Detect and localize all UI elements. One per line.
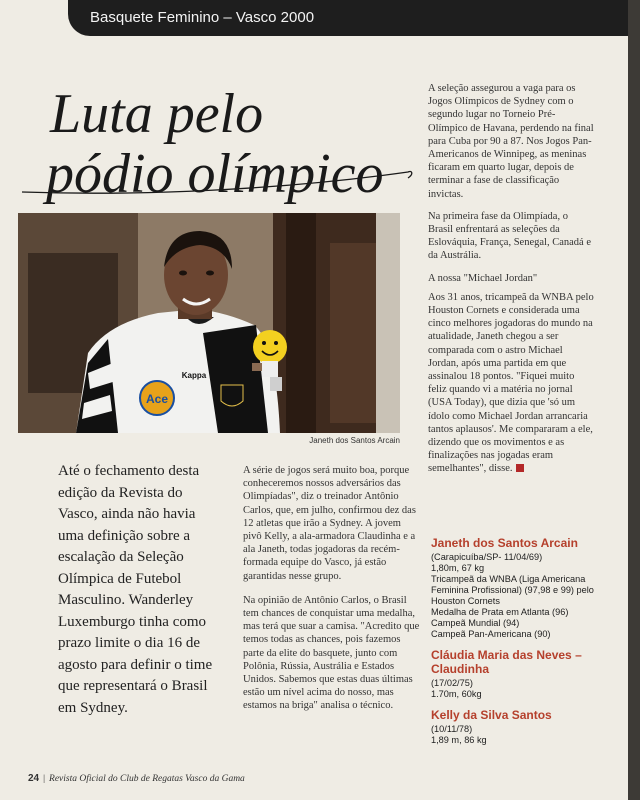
athlete-name: Cláudia Maria das Neves – Claudinha — [431, 648, 582, 676]
body-paragraph-text: Aos 31 anos, tricampeã da WNBA pelo Houston Cornets e considerada uma cinco melhores jogadoras do mundo na atualidade, Janeth chegou a ser comparada com o astro Michael Jordan, após uma partida em que assinalou 18 pontos. "Fiquei muito feliz quando vi a matéria no jornal (USA Today), que dizia que 'só um ídolo como Michael Jordan arrancaria tantos aplausos'. Me compararam a ele, dizendo que os movimentos e as finalizações nas jogadas eram semelhantes", disse. — [428, 291, 594, 475]
photo-caption: Janeth dos Santos Arcain — [309, 436, 400, 445]
title-line-1: Luta pelo — [50, 83, 264, 145]
bio-line: Campeã Pan-Americana (90) — [431, 629, 551, 639]
body-paragraph-final — [428, 291, 594, 476]
body-paragraph: Na opinião de Antônio Carlos, o Brasil tem chances de conquistar uma medalha, mas terá que suar a camisa. "Acredito que temos todas as chances, pois fazemos parte da elite do basquete, junto com Polônia, Rússia, Austrália e Estados Unidos. Sabemos que estas duas últimas estão um nível acima do nosso, mas estamos na briga" analisa o técnico. — [243, 594, 420, 712]
bio-line: 1.70m, 60kg — [431, 689, 482, 699]
body-paragraph: Na primeira fase da Olimpíada, o Brasil enfrentará as seleções da Eslováquia, França, Senegal, Canadá e da Austrália. — [428, 210, 591, 262]
bio-line: (17/02/75) — [431, 678, 473, 688]
page-footer — [28, 773, 245, 784]
bio-line: Campeã Mundial (94) — [431, 618, 520, 628]
bio-line: 1,89 m, 86 kg — [431, 735, 487, 745]
article-photo — [18, 213, 400, 433]
athlete-name: Kelly da Silva Santos — [431, 708, 552, 722]
shirt-sponsor-logo: Ace — [145, 392, 169, 406]
bio-line: (Carapicuíba/SP- 11/04/69) — [431, 552, 543, 562]
bio-line: (10/11/78) — [431, 724, 473, 734]
binding-edge — [628, 0, 640, 800]
athlete-bio — [431, 536, 596, 640]
athlete-bio — [431, 708, 596, 746]
bio-line: 1,80m, 67 kg — [431, 563, 485, 573]
publication-name: Revista Oficial do Club de Regatas Vasco da Gama — [49, 774, 245, 784]
right-column — [428, 82, 594, 485]
middle-column — [243, 464, 421, 724]
athlete-bio — [431, 648, 596, 700]
end-mark-icon — [516, 464, 524, 472]
page-number: 24 — [28, 773, 40, 784]
subheading: A nossa "Michael Jordan" — [428, 272, 538, 284]
title-line-2: pódio olímpico — [46, 143, 384, 205]
footer-separator: | — [43, 774, 46, 784]
shirt-brand-logo: Kappa — [181, 371, 207, 380]
section-title: Basquete Feminino – Vasco 2000 — [90, 9, 315, 26]
athlete-name: Janeth dos Santos Arcain — [431, 536, 578, 550]
body-paragraph: A série de jogos será muito boa, porque conheceremos nossos adversários das Olimpíadas", diz o treinador Antônio Carlos, que, em julho, confirmou dez das 12 atletas que irão a Sydney. A jovem pivô Kelly, a ala-armadora Claudinha e a ala Janeth, todas jogadoras da recém-formada equipe do Vasco, já estão garantidas nesse grupo. — [243, 465, 416, 582]
lead-paragraph: Até o fechamento desta edição da Revista do Vasco, ainda não havia uma definição sobre a escalação da Seleção Olímpica de Futebol Masculino. Wanderley Luxemburgo tinha como prazo limite o dia 16 de agosto para definir o time que representará o Brasil em Sydney. — [58, 463, 213, 716]
bio-line: Medalha de Prata em Atlanta (96) — [431, 607, 569, 617]
title-underline-swoosh — [20, 160, 420, 200]
section-header — [68, 0, 628, 36]
athlete-bios — [431, 536, 596, 754]
body-paragraph: A seleção assegurou a vaga para os Jogos Olímpicos de Sydney com o segundo lugar no Torneio Pré-Olímpico de Havana, perdendo na final para Cuba por 90 a 87. Nos Jogos Pan-Americanos de Winnipeg, as meninas ficaram em quarto lugar, depois de terminar a fase de classificação invictas. — [428, 83, 594, 200]
bio-line: Tricampeã da WNBA (Liga Americana Feminina Profissional) (97,98 e 99) pelo Houston Cornets — [431, 574, 594, 606]
